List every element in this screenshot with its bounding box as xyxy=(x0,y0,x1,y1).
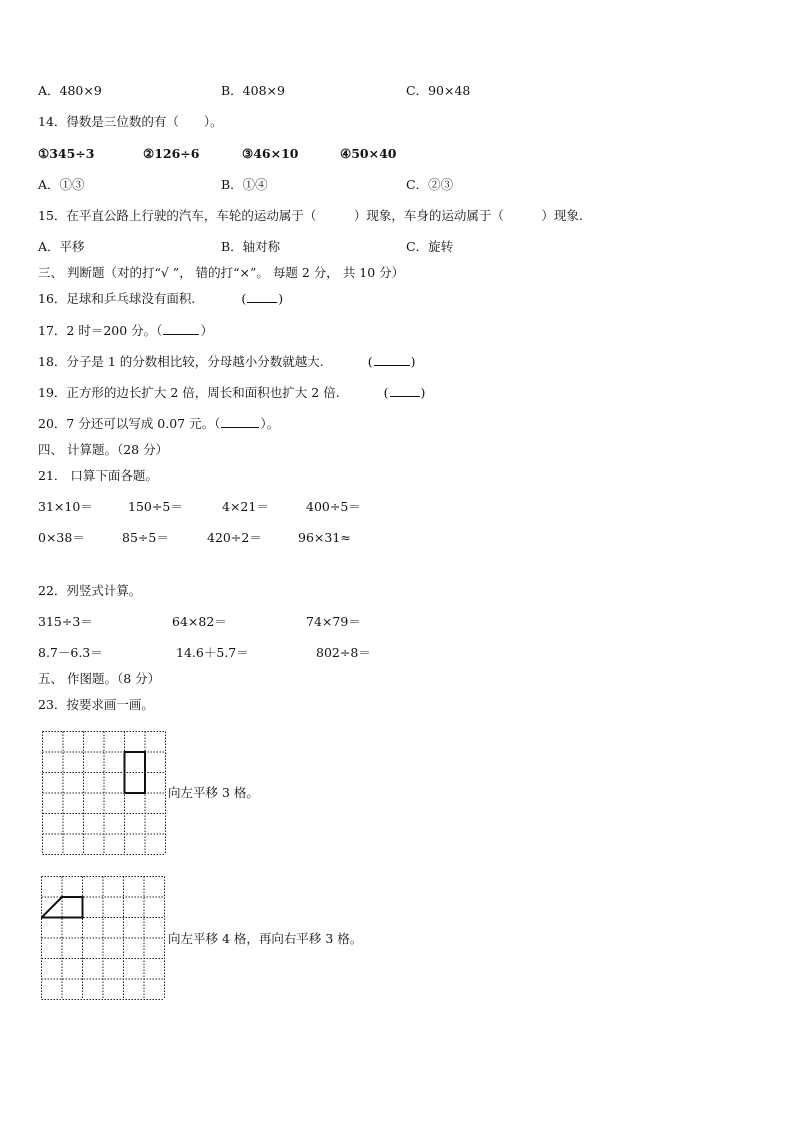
q16-paren-close: ) xyxy=(278,291,284,306)
q21-r1-c2: 150÷5＝ xyxy=(128,499,183,514)
grid-1 xyxy=(42,731,166,855)
q17-text: 17．2 时＝200 分。 xyxy=(38,323,157,338)
grid-2 xyxy=(41,876,165,1000)
q16-paren-open: ( xyxy=(241,291,247,306)
q14-item-4: ④50×40 xyxy=(340,146,397,161)
q21-r2-c2: 85÷5＝ xyxy=(122,530,169,545)
grid-1-lines xyxy=(43,732,166,855)
q14-item-3: ③46×10 xyxy=(242,146,299,161)
q21-r1-c1: 31×10＝ xyxy=(38,499,93,514)
q16-answer-blank[interactable] xyxy=(247,291,277,303)
q14-item-2: ②126÷6 xyxy=(143,146,200,161)
q20-paren-close: ） xyxy=(260,416,267,431)
q23-caption-1: 向左平移 3 格。 xyxy=(168,785,259,800)
q21-r2-c3: 420÷2＝ xyxy=(207,530,262,545)
section-4-heading: 四、 计算题。（28 分） xyxy=(38,442,169,457)
q19-paren-open: ( xyxy=(383,385,389,400)
q17-paren-open: （ xyxy=(156,323,163,338)
section-5-heading: 五、 作图题。（8 分） xyxy=(38,671,161,686)
q22-r1-c1: 315÷3＝ xyxy=(38,614,93,629)
q20-text: 20．7 分还可以写成 0.07 元。 xyxy=(38,416,215,431)
q22-r1-c3: 74×79＝ xyxy=(306,614,361,629)
q19-paren-close: ) xyxy=(420,385,426,400)
q21-r1-c3: 4×21＝ xyxy=(222,499,269,514)
q21-r2-c1: 0×38＝ xyxy=(38,530,85,545)
q13-option-b: B．408×9 xyxy=(221,83,285,98)
q23-caption-2: 向左平移 4 格，再向右平移 3 格。 xyxy=(168,931,363,946)
q15-option-a: A．平移 xyxy=(38,239,85,254)
q20-answer-blank[interactable] xyxy=(221,416,259,428)
q20 xyxy=(38,416,279,432)
q14-option-c: C．②③ xyxy=(406,177,454,192)
q18-paren-close: ) xyxy=(410,354,416,369)
q15-stem: 15．在平直公路上行驶的汽车，车轮的运动属于（ ）现象，车身的运动属于（ ）现象. xyxy=(38,208,583,223)
q20-paren-open: （ xyxy=(214,416,221,431)
q22-r2-c1: 8.7－6.3＝ xyxy=(38,645,103,660)
q17 xyxy=(38,323,213,339)
q18-text: 18．分子是 1 的分数相比较，分母越小分数就越大. xyxy=(38,354,324,369)
q17-answer-blank[interactable] xyxy=(163,323,199,335)
q23-stem: 23．按要求画一画。 xyxy=(38,697,154,712)
q20-period: 。 xyxy=(266,416,280,431)
q13-option-a: A．480×9 xyxy=(38,83,102,98)
q22-stem: 22．列竖式计算。 xyxy=(38,583,142,598)
q21-r1-c4: 400÷5＝ xyxy=(306,499,361,514)
q13-option-c: C．90×48 xyxy=(406,83,471,98)
q18-answer-blank[interactable] xyxy=(374,354,410,366)
q22-r2-c2: 14.6＋5.7＝ xyxy=(176,645,249,660)
q18-paren-open: ( xyxy=(367,354,373,369)
q19-answer-blank[interactable] xyxy=(390,385,420,397)
q14-item-1: ①345÷3 xyxy=(38,146,95,161)
q22-r2-c3: 802÷8＝ xyxy=(316,645,371,660)
q17-paren-close: ） xyxy=(200,323,213,338)
section-3-heading: 三、 判断题（对的打“√ ”， 错的打“×”。 每题 2 分， 共 10 分） xyxy=(38,265,405,280)
q16-text: 16．足球和乒乓球没有面积. xyxy=(38,291,196,306)
q18 xyxy=(38,354,416,370)
grid-2-lines xyxy=(42,877,165,1000)
q21-stem: 21． 口算下面各题。 xyxy=(38,468,158,483)
q19-text: 19．正方形的边长扩大 2 倍，周长和面积也扩大 2 倍. xyxy=(38,385,340,400)
q14-option-a: A．①③ xyxy=(38,177,85,192)
q15-option-c: C．旋转 xyxy=(406,239,454,254)
q15-option-b: B．轴对称 xyxy=(221,239,281,254)
q14-option-b: B．①④ xyxy=(221,177,268,192)
q19 xyxy=(38,385,425,401)
q14-stem: 14．得数是三位数的有（ ）。 xyxy=(38,114,223,129)
q22-r1-c2: 64×82＝ xyxy=(172,614,227,629)
q16 xyxy=(38,291,283,307)
q21-r2-c4: 96×31≈ xyxy=(298,530,351,545)
